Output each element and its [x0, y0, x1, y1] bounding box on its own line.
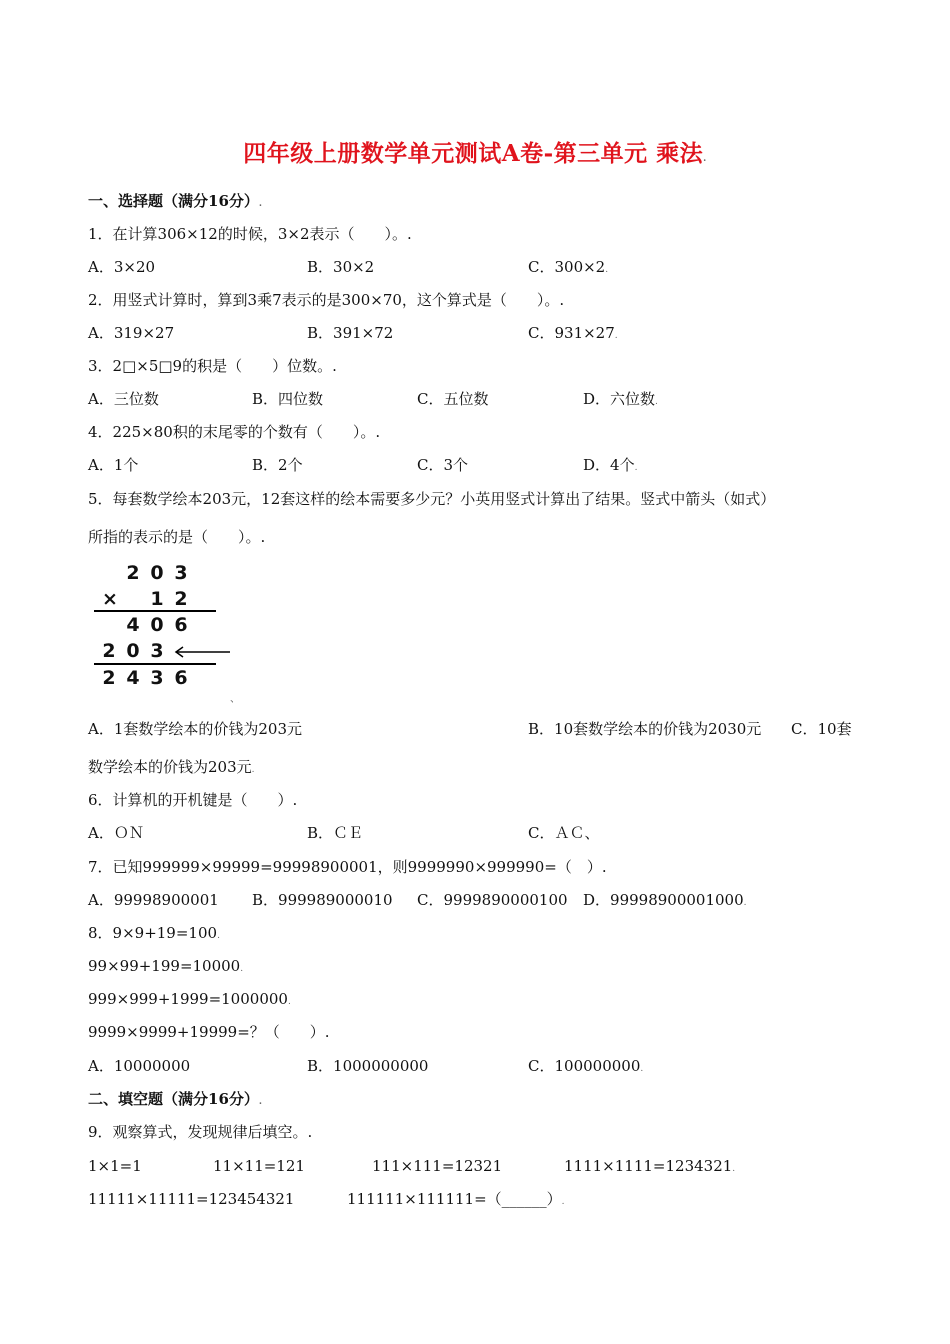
q6-option-c: C．ＡＣ、	[528, 824, 600, 842]
calc-digit: 3	[150, 640, 164, 662]
q1-option-b: B．30×2	[307, 258, 375, 276]
calc-result-row	[88, 667, 238, 689]
q1-option-a: A．3×20	[88, 258, 156, 276]
tick-mark: 、	[230, 694, 240, 705]
question-7: 7．已知999999×99999=99998900001，则9999990×999990=（ ）.	[88, 858, 607, 876]
q2-option-a: A．319×27	[88, 324, 175, 342]
calc-digit: 4	[126, 614, 140, 636]
q5-option-a: A．1套数学绘本的价钱为203元	[88, 720, 303, 738]
calc-digit: 0	[150, 562, 164, 584]
calc-digit: 2	[126, 562, 140, 584]
question-4: 4．225×80积的末尾零的个数有（ ）。.	[88, 423, 381, 441]
question-5-line-2: 所指的表示的是（ ）。.	[88, 528, 266, 546]
q1-option-c: C．300×2.	[528, 258, 609, 276]
page-title: 四年级上册数学单元测试A卷-第三单元 乘法.	[243, 140, 707, 167]
question-6: 6．计算机的开机键是（ ）.	[88, 791, 298, 809]
q9-equation-4: 1111×1111=1234321.	[564, 1157, 736, 1175]
question-3: 3．2□×5□9的积是（ ）位数。.	[88, 357, 337, 375]
q3-option-c: C．五位数	[417, 390, 489, 408]
q7-option-a: A．99998900001	[88, 891, 219, 909]
calc-multiplier-row	[88, 588, 238, 610]
q9-equation-3: 111×111=12321	[372, 1157, 503, 1175]
calc-digit: 4	[126, 667, 140, 689]
calc-digit: 3	[174, 562, 188, 584]
calc-digit: 3	[150, 667, 164, 689]
calc-digit: 2	[174, 588, 188, 610]
question-8-line-1: 8．9×9+19=100.	[88, 924, 220, 942]
section-heading-fill: 二、填空题（满分16分）.	[88, 1090, 263, 1108]
times-sign: ×	[102, 588, 118, 610]
calc-partial-1-row	[88, 614, 238, 636]
q4-option-c: C．3个	[417, 456, 469, 474]
q5-option-c-continued: 数学绘本的价钱为203元.	[88, 758, 255, 776]
calc-digit: 1	[150, 588, 164, 610]
section-heading-choice: 一、选择题（满分16分）.	[88, 192, 263, 210]
q6-option-b: B．ＣＥ	[307, 824, 364, 842]
q6-option-a: A．ＯＮ	[88, 824, 144, 842]
question-2: 2．用竖式计算时，算到3乘7表示的是300×70，这个算式是（ ）。.	[88, 291, 565, 309]
q8-option-c: C．100000000.	[528, 1057, 644, 1075]
vertical-multiplication	[88, 562, 238, 692]
calc-multiplicand-row	[88, 562, 238, 584]
q8-option-a: A．10000000	[88, 1057, 191, 1075]
question-1: 1．在计算306×12的时候，3×2表示（ ）。.	[88, 225, 412, 243]
left-arrow-icon	[172, 644, 232, 660]
q4-option-a: A．1个	[88, 456, 139, 474]
q7-option-b: B．999989000010	[252, 891, 393, 909]
q3-option-b: B．四位数	[252, 390, 324, 408]
q2-option-c: C．931×27.	[528, 324, 618, 342]
calc-digit: 0	[150, 614, 164, 636]
calc-digit: 6	[174, 614, 188, 636]
calc-rule-bottom	[94, 663, 216, 665]
q3-option-a: A．三位数	[88, 390, 159, 408]
q7-option-c: C．9999890000100	[417, 891, 568, 909]
question-9: 9．观察算式，发现规律后填空。.	[88, 1123, 313, 1141]
q3-option-d: D．六位数.	[583, 390, 658, 408]
question-8-line-3: 999×999+1999=1000000.	[88, 990, 291, 1008]
q9-equation-1: 1×1=1	[88, 1157, 142, 1175]
q7-option-d: D．99998900001000.	[583, 891, 747, 909]
calc-digit: 2	[102, 640, 116, 662]
q5-option-c: C．10套	[791, 720, 852, 738]
calc-digit: 2	[102, 667, 116, 689]
q9-equation-2: 11×11=121	[213, 1157, 305, 1175]
question-8-line-2: 99×99+199=10000.	[88, 957, 244, 975]
calc-rule-top	[94, 610, 216, 612]
calc-digit: 6	[174, 667, 188, 689]
q9-equation-6-blank: 111111×111111=（______）.	[347, 1190, 565, 1208]
q4-option-d: D．4个.	[583, 456, 638, 474]
q5-option-b: B．10套数学绘本的价钱为2030元	[528, 720, 762, 738]
q8-option-b: B．1000000000	[307, 1057, 429, 1075]
q2-option-b: B．391×72	[307, 324, 394, 342]
calc-digit: 0	[126, 640, 140, 662]
q4-option-b: B．2个	[252, 456, 303, 474]
calc-partial-2-row	[88, 640, 238, 662]
question-5-line-1: 5．每套数学绘本203元，12套这样的绘本需要多少元？小英用竖式计算出了结果。竖式中箭头（如式）	[88, 490, 776, 508]
question-8-line-4: 9999×9999+19999=？（ ）.	[88, 1023, 330, 1041]
q9-equation-5: 11111×11111=123454321	[88, 1190, 295, 1208]
